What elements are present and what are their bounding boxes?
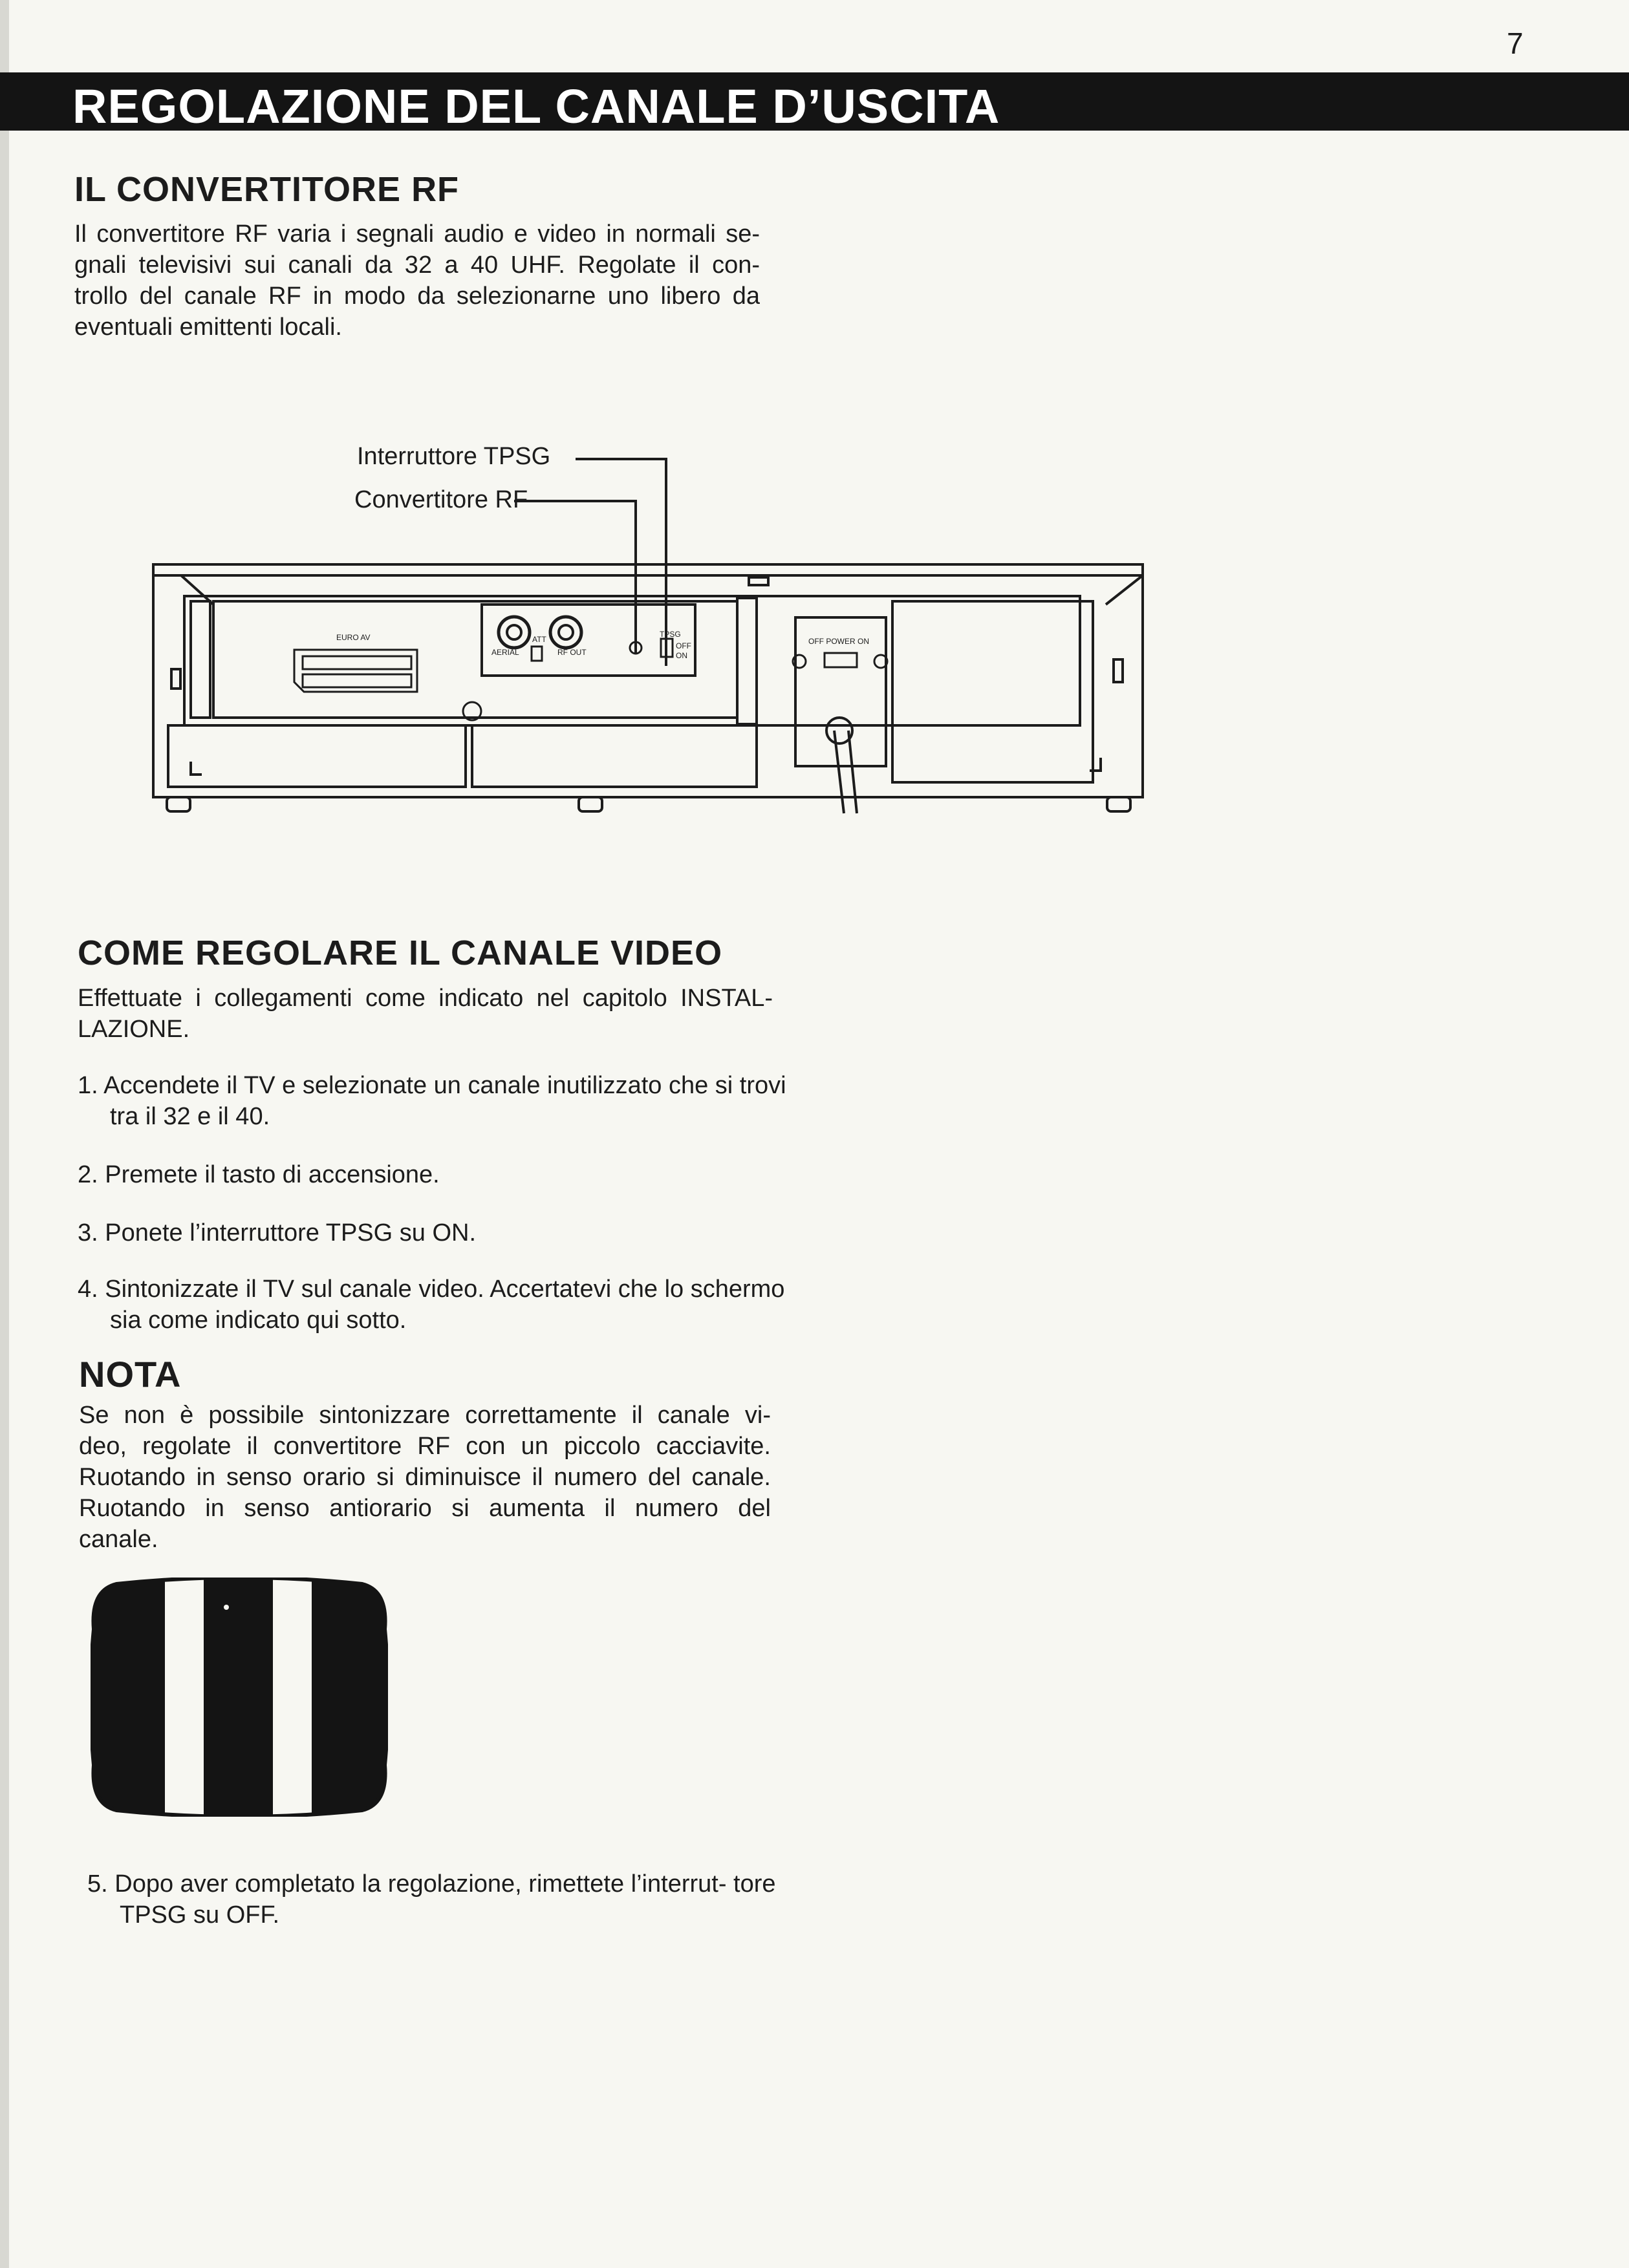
- section-heading-rf-converter: IL CONVERTITORE RF: [74, 170, 460, 209]
- note-line: Se non è possibile sintonizzare correttamente il canale vi-: [79, 1402, 771, 1429]
- note-line: canale.: [79, 1526, 158, 1553]
- callout-rf-label: Convertitore RF: [354, 486, 528, 513]
- text-line: gnali televisivi sui canali da 32 a 40 UHF. Regolate il con-: [74, 251, 760, 279]
- step-5: 5. Dopo aver completato la regolazione, rimettete l’interrut- tore TPSG su OFF.: [87, 1870, 776, 1929]
- intro-line: LAZIONE.: [78, 1016, 190, 1043]
- label-rf-out: RF OUT: [557, 648, 587, 657]
- vcr-rear-panel-diagram: [0, 0, 1629, 840]
- step-3: 3. Ponete l’interruttore TPSG su ON.: [78, 1219, 477, 1246]
- tv-screen-illustration: [91, 1578, 388, 1817]
- step-2: 2. Premete il tasto di accensione.: [78, 1161, 440, 1188]
- label-off: OFF: [676, 641, 691, 650]
- note-line: deo, regolate il convertitore RF con un piccolo cacciavite.: [79, 1433, 771, 1460]
- page-title: REGOLAZIONE DEL CANALE D’USCITA: [72, 80, 1000, 133]
- label-att: ATT: [532, 635, 546, 644]
- note-line: Ruotando in senso orario si diminuisce il numero del canale.: [79, 1464, 771, 1491]
- text-line: eventuali emittenti locali.: [74, 314, 342, 341]
- step-4: 4. Sintonizzate il TV sul canale video. Accertatevi che lo schermo sia come indicato qui sotto.: [78, 1276, 785, 1334]
- label-power: OFF POWER ON: [808, 637, 869, 646]
- note-line: Ruotando in senso antiorario si aumenta il numero del: [79, 1495, 771, 1522]
- page-number: 7: [1507, 27, 1524, 60]
- intro-line: Effettuate i collegamenti come indicato nel capitolo INSTAL-: [78, 985, 773, 1012]
- label-aerial: AERIAL: [491, 648, 519, 657]
- label-on: ON: [676, 651, 687, 660]
- callout-tpsg-label: Interruttore TPSG: [357, 443, 551, 470]
- label-euro-av: EURO AV: [336, 633, 371, 642]
- step-1: 1. Accendete il TV e selezionate un canale inutilizzato che si trovi tra il 32 e il 40.: [78, 1072, 786, 1130]
- section-heading-video-channel: COME REGOLARE IL CANALE VIDEO: [78, 934, 723, 972]
- label-tpsg: TPSG: [660, 630, 681, 639]
- note-heading: NOTA: [79, 1354, 182, 1395]
- text-line: trollo del canale RF in modo da selezionarne uno libero da: [74, 283, 760, 310]
- text-line: Il convertitore RF varia i segnali audio e video in normali se-: [74, 220, 760, 248]
